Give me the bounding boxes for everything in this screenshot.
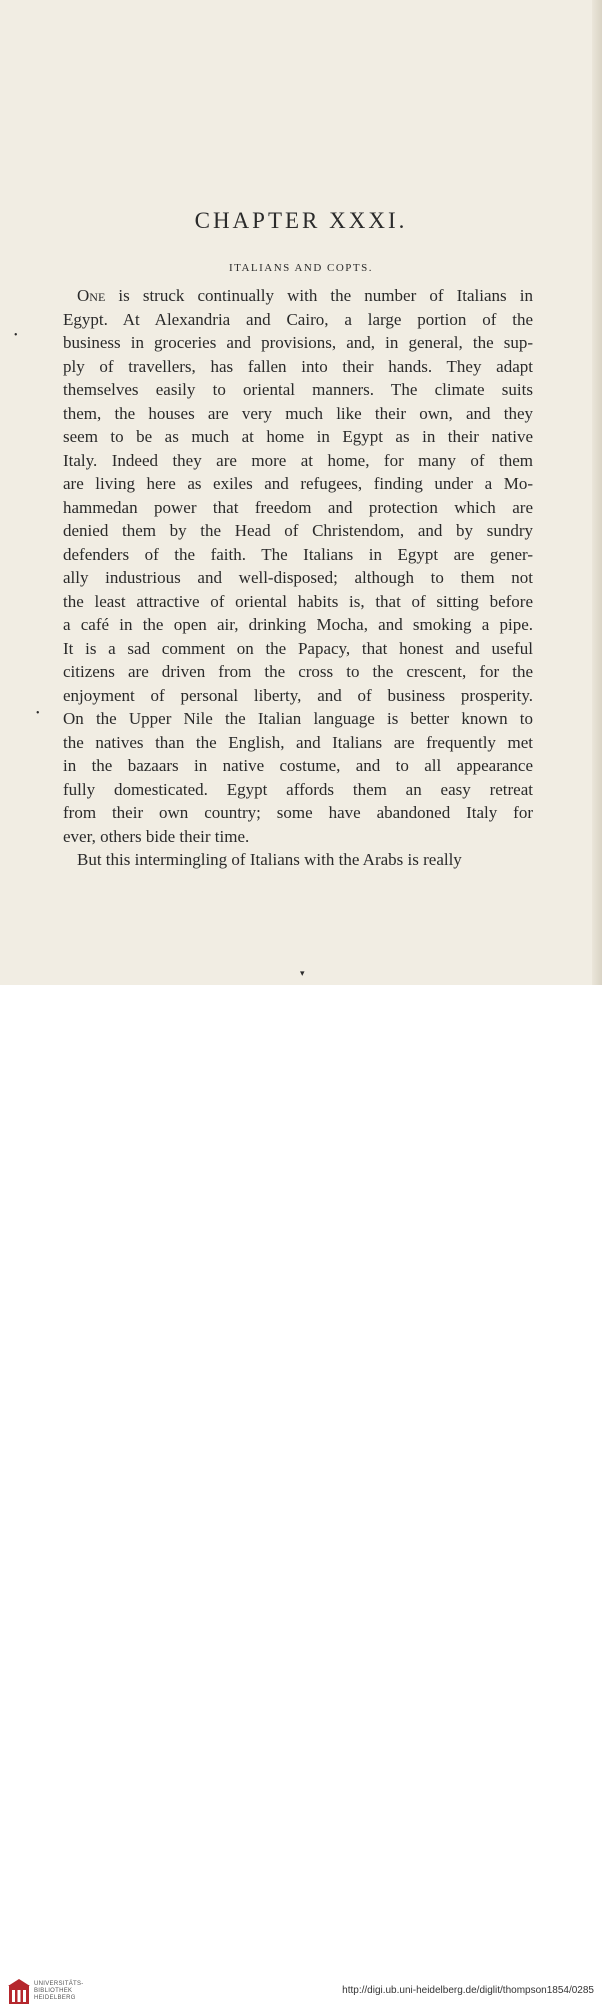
body-line: hammedan power that freedom and protection which are xyxy=(63,497,533,517)
body-line: citizens are driven from the cross to the crescent, for the xyxy=(63,662,533,681)
drop-word: One xyxy=(77,286,106,305)
body-line-first xyxy=(63,284,533,308)
body-line: denied them by the Head of Christendom, and by sundry xyxy=(63,521,533,540)
library-footer xyxy=(0,985,602,2001)
margin-dot: • xyxy=(36,708,40,719)
chapter-title: CHAPTER XXXI. xyxy=(194,208,408,233)
logo-line: HEIDELBERG xyxy=(34,1995,76,2001)
logo-line: UNIVERSITÄTS- xyxy=(34,1981,84,1987)
body-line: the natives than the English, and Italians are frequently met xyxy=(63,732,533,752)
page-mark: ▾ xyxy=(300,968,305,978)
body-line: On the Upper Nile the Italian language is better known to xyxy=(63,709,533,728)
body-line: the least attractive of oriental habits is, that of sitting before xyxy=(63,591,533,611)
body-line: a café in the open air, drinking Mocha, and smoking a pipe. xyxy=(63,615,533,634)
body-line: defenders of the faith. The Italians in Egypt are gener- xyxy=(63,544,533,564)
body-line: are living here as exiles and refugees, finding under a Mo- xyxy=(63,474,533,493)
body-line-last: But this intermingling of Italians with the Arabs is really xyxy=(77,850,462,869)
library-logo-icon xyxy=(8,1979,30,2005)
scanned-page xyxy=(0,0,602,985)
body-lines xyxy=(63,308,533,849)
chapter-subtitle: ITALIANS AND COPTS. xyxy=(228,262,374,274)
body-line: fully domesticated. Egypt affords them an easy retreat xyxy=(63,779,533,799)
body-line: It is a sad comment on the Papacy, that honest and useful xyxy=(63,638,533,658)
body-line: in the bazaars in native costume, and to all appearance xyxy=(63,756,533,775)
body-line: ever, others bide their time. xyxy=(63,826,250,846)
body-line: them, the houses are very much like their own, and they xyxy=(63,403,533,423)
margin-dot: • xyxy=(14,330,18,341)
body-line: ally industrious and well-disposed; although to them not xyxy=(63,568,533,587)
body-line: Italy. Indeed they are more at home, for many of them xyxy=(63,450,533,470)
body-line: from their own country; some have abandoned Italy for xyxy=(63,803,533,822)
page-edge-shadow xyxy=(592,0,602,985)
body-line: Egypt. At Alexandria and Cairo, a large portion of the xyxy=(63,309,533,329)
library-logo-text xyxy=(34,1981,84,2002)
first-line-rest: is struck continually with the number of Italians in xyxy=(105,286,533,305)
body-line: ply of travellers, has fallen into their hands. They adapt xyxy=(63,356,533,376)
body-line: business in groceries and provisions, and, in general, the sup- xyxy=(63,333,533,352)
body-text xyxy=(63,284,533,872)
body-line: enjoyment of personal liberty, and of business prosperity. xyxy=(63,685,533,705)
logo-line: BIBLIOTHEK xyxy=(34,1988,73,1994)
body-line: themselves easily to oriental manners. The climate suits xyxy=(63,380,533,399)
body-line: seem to be as much at home in Egypt as in their native xyxy=(63,427,533,446)
bleed-through-text xyxy=(170,60,590,200)
source-url-link[interactable]: http://digi.ub.uni-heidelberg.de/diglit/thompson1854/0285 xyxy=(342,1985,594,1996)
